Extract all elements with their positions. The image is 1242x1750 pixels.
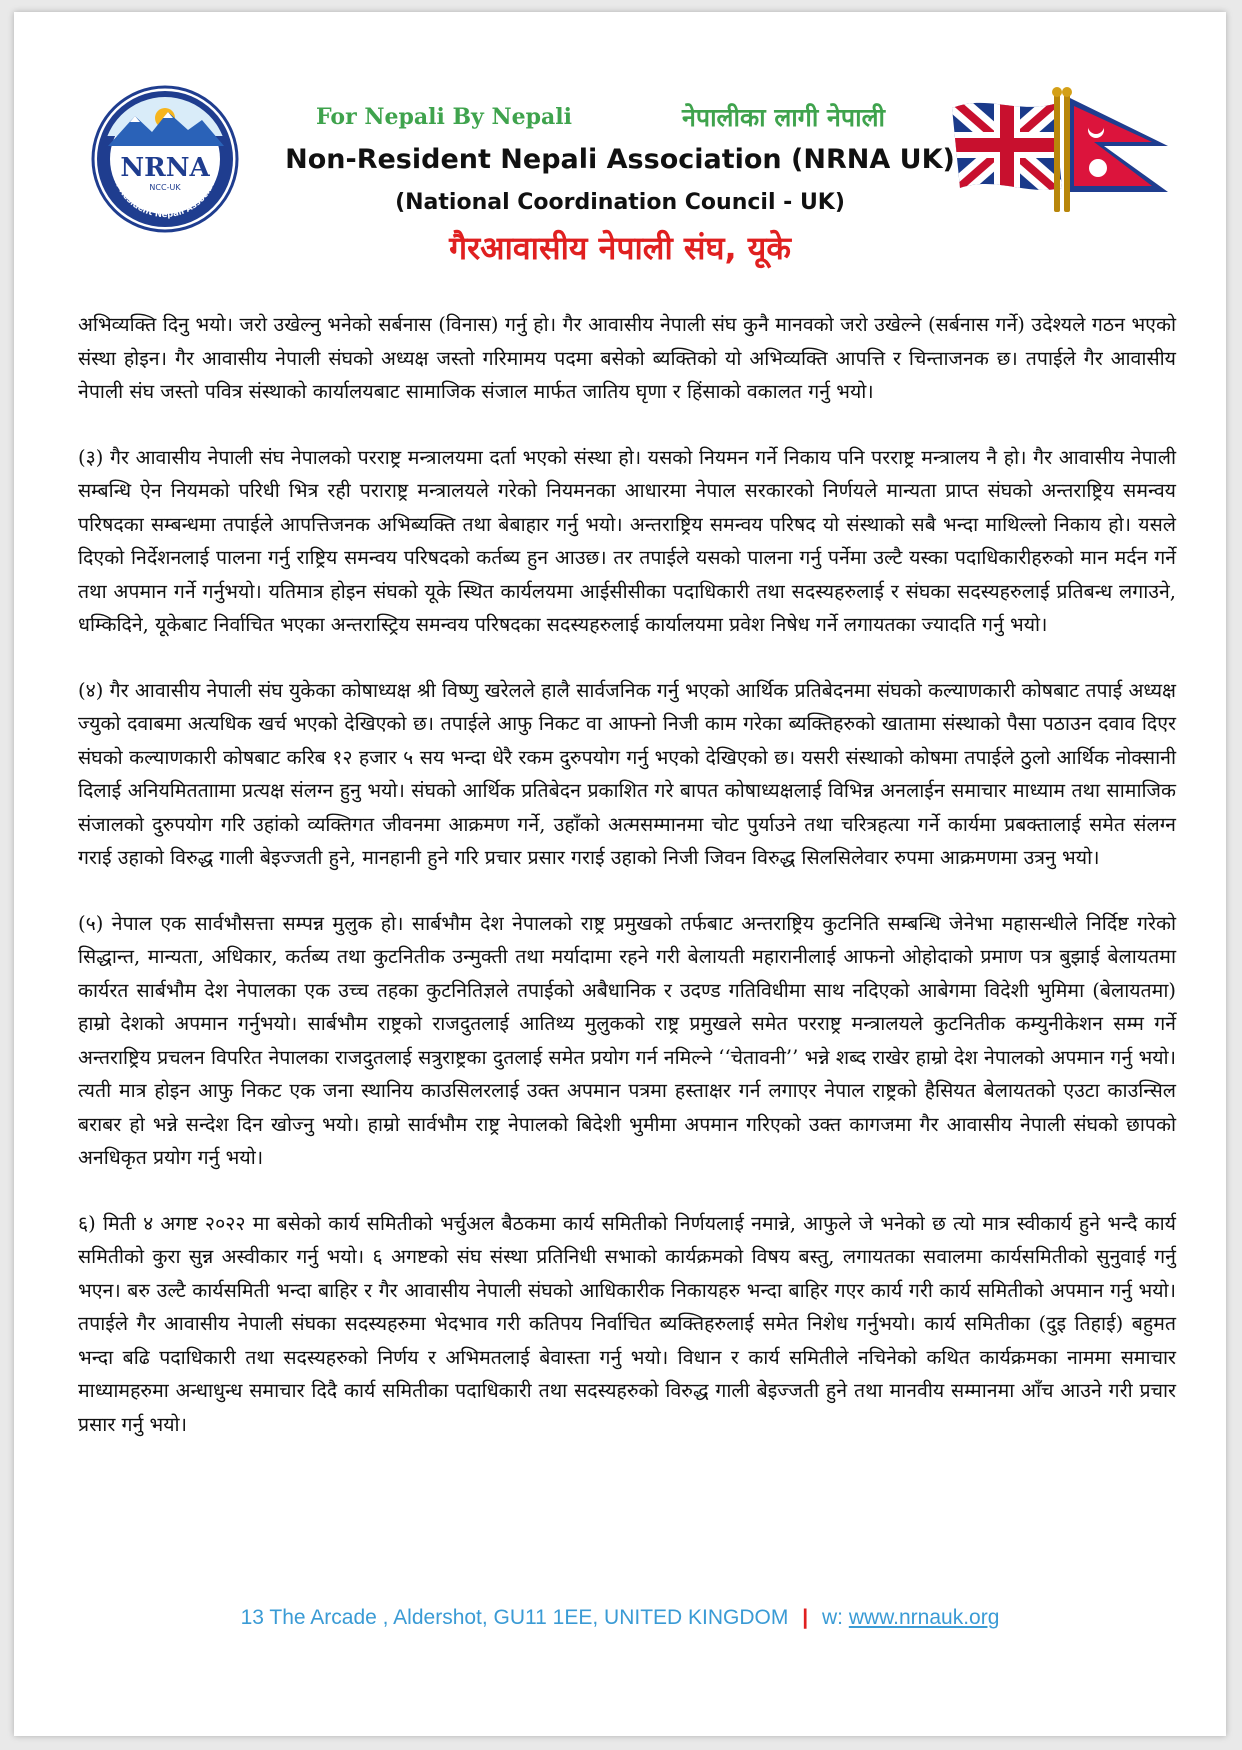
logo-text: NRNA xyxy=(120,153,210,183)
paragraph-6: ६) मिती ४ अगष्ट २०२२ मा बसेको कार्य समितीको भर्चुअल बैठकमा कार्य समितीको निर्णयलाई नमान्ने, आफुले जे भनेको छ त्यो मात्र स्वीकार्य हुने भन्दै कार्य समितीको कुरा सुन्न अस्वीकार गर्नु भयो। ६ अगष्टको संघ संस्था प्रतिनिधी सभाको कार्यक्रमको विषय बस्तु, लगायतका सवालमा कार्यसमितीको सुनुवाई गर्नु भएन। बरु उल्टै कार्यसमिती भन्दा बाहिर र गैर आवासीय नेपाली संघको आधिकारीक निकायहरु भन्दा बाहिर गएर कार्य गरी कार्य समितीको अपमान गर्नु भयो। तपाईले गैर आवासीय नेपाली संघका सदस्यहरुमा भेदभाव गरी कतिपय निर्वाचित ब्यक्तिहरुलाई समेत निशेध गर्नुभयो। कार्य समितीका (दुइ तिहाई) बहुमत भन्दा बढि पदाधिकारी तथा सदस्यहरुको निर्णय र अभिमतलाई बेवास्ता गर्नु भयो। विधान र कार्य समितीले नचिनेको कथित कार्यक्रमका नाममा समाचार माध्यामहरुमा अन्धाधुन्ध समाचार दिदै कार्य समितीका पदाधिकारी तथा सदस्यहरुको विरुद्ध गाली बेइज्जती हुने तथा मानवीय सम्मानमा आँच आउने गरी प्रचार प्रसार गर्नु भयो। xyxy=(78,1211,1176,1436)
footer-address: 13 The Arcade , Aldershot, GU11 1EE, UNITED KINGDOM xyxy=(240,1606,789,1629)
organization-name-nepali: गैरआवासीय नेपाली संघ, यूके xyxy=(449,229,791,267)
organization-subtitle: (National Coordination Council - UK) xyxy=(395,190,845,215)
footer-web-prefix: w: xyxy=(821,1606,843,1629)
footer-separator: | xyxy=(802,1606,809,1629)
footer xyxy=(14,1606,1226,1630)
document-page xyxy=(14,12,1226,1736)
paragraph-4: (४) गैर आवासीय नेपाली संघ युकेका कोषाध्यक्ष श्री विष्णु खरेलले हालै सार्वजनिक गर्नु भएको आर्थिक प्रतिबेदनमा संघको कल्याणकारी कोषबाट तपाई अध्यक्ष ज्युको दवाबमा अत्यधिक खर्च भएको देखिएको छ। तपाईले आफु निकट वा आफ्नो निजी काम गरेका ब्यक्तिहरुको खातामा संस्थाको पैसा पठाउन दवाव दिएर संघको कल्याणकारी कोषबाट करिब १२ हजार ५ सय भन्दा धेरै रकम दुरुपयोग गर्नु भएको देखिएको छ। यसरी संस्थाको कोषमा तपाईले ठुलो आर्थिक नोक्सानी दिलाई अनियमितताामा प्रत्यक्ष संलग्न हुनु भयो। संघको आर्थिक प्रतिबेदन प्रकाशित गरे बापत कोषाध्यक्षलाई विभिन्न अनलाईन समाचार माध्याम तथा सामाजिक संजालको दुरुपयोग गरि उहांको व्यक्तिगत जीवनमा आक्रमण गर्ने, उहाँको अत्मसम्मानमा चोट पुर्याउने तथा चरित्रहत्या गर्ने कार्यमा प्रबक्तालाई समेत संलग्न गराई उहाको विरुद्ध गाली बेइज्जती हुने, मानहानी हुने गरि प्रचार प्रसार गराई उहाको निजी जिवन विरुद्ध सिलसिलेवार रुपमा आक्रमणमा उत्रनु भयो। xyxy=(78,678,1176,869)
logo-subtext: NCC-UK xyxy=(149,183,181,192)
paragraph-1: अभिव्यक्ति दिनु भयो। जरो उखेल्नु भनेको सर्बनास (विनास) गर्नु हो। गैर आवासीय नेपाली संघ कुनै मानवको जरो उखेल्ने (सर्बनास गर्ने) उदेश्यले गठन भएको संस्था होइन। गैर आवासीय नेपाली संघको अध्यक्ष जस्तो गरिमामय पदमा बसेको ब्यक्तिको यो अभिव्यक्ति आपत्ति र चिन्ताजनक छ। तपाईले गैर आवासीय नेपाली संघ जस्तो पवित्र संस्थाको कार्यालयबाट सामाजिक संजाल मार्फत जातिय घृणा र हिंसाको वकालत गर्नु भयो। xyxy=(78,313,1176,403)
website-link[interactable]: www.nrnauk.org xyxy=(848,1606,1000,1629)
paragraph-5: (५) नेपाल एक सार्वभौसत्ता सम्पन्न मुलुक हो। सार्बभौम देश नेपालको राष्ट्र प्रमुखको तर्फबाट अन्तराष्ट्रिय कुटनिति सम्बन्धि जेनेभा महासन्धीले निर्दिष्ट गरेको सिद्धान्त, मान्यता, अधिकार, कर्तब्य तथा कुटनितीक उन्मुक्ती तथा मर्यादामा रहने गरी बेलायती महारानीलाई आफनो ओहोदाको प्रमाण पत्र बुझाई बेलायतमा कार्यरत सार्बभौम देश नेपालका एक उच्च तहका कुटनितिज्ञले तपाईको अबैधानिक र उदण्ड गतिविधीमा साथ नदिएको आबेगमा विदेशी भुमिमा (बेलायतमा) हाम्रो देशको अपमान गर्नुभयो। सार्बभौम राष्ट्रको राजदुतलाई आतिथ्य मुलुकको राष्ट्र प्रमुखले समेत परराष्ट्र मन्त्रालयले कुटनितीक कम्युनीकेशन सम्म गर्ने अन्तराष्ट्रिय प्रचलन विपरित नेपालका राजदुतलाई सत्रुराष्ट्रका दुतलाई समेत प्रयोग गर्न नमिल्ने ‘‘चेतावनी’’ भन्ने शब्द राखेर हाम्रो देश नेपालको अपमान गर्नु भयो। त्यती मात्र होइन आफु निकट एक जना स्थानिय काउसिलरलाई उक्त अपमान पत्रमा हस्ताक्षर गर्न लगाएर नेपाल राष्ट्रको हैसियत बेलायतको एउटा काउन्सिल बराबर हो भन्ने सन्देश दिन खोज्नु भयो। हाम्रो सार्वभौम राष्ट्र नेपालको बिदेशी भुमीमा अपमान गरिएको उक्त कागजमा गैर आवासीय नेपाली संघको छापको अनधिकृत प्रयोग गर्नु भयो। xyxy=(78,911,1176,1169)
organization-name: Non-Resident Nepali Association (NRNA UK) xyxy=(285,144,955,175)
paragraph-3: (३) गैर आवासीय नेपाली संघ नेपालको परराष्ट्र मन्त्रालयमा दर्ता भएको संस्था हो। यसको नियमन गर्ने निकाय पनि परराष्ट्र मन्त्रालय नै हो। गैर आवासीय नेपाली सम्बन्धि ऐन नियमको परिधी भित्र रही पराराष्ट्र मन्त्रालयले गरेको नियमनका आधारमा नेपाल सरकारको निर्णयले मान्यता प्राप्त संघको अन्तराष्ट्रिय समन्वय परिषदका सम्बन्धमा तपाईले आपत्तिजनक अभिब्यक्ति तथा बेबाहार गर्नु भयो। अन्तराष्ट्रिय समन्वय परिषद यो संस्थाको सबै भन्दा माथिल्लो निकाय हो। यसले दिएको निर्देशनलाई पालना गर्नु राष्ट्रिय समन्वय परिषदको कर्तब्य हुन आउछ। तर तपाईले यसको पालना गर्नु पर्नेमा उल्टै यस्का पदाधिकारीहरुको मान मर्दन गर्ने तथा अपमान गर्ने गर्नुभयो। यतिमात्र होइन संघको यूके स्थित कार्यलयमा आईसीसीका पदाधिकारी तथा सदस्यहरुलाई र संघका सदस्यहरुलाई प्रतिबन्ध लगाउने, धम्किदिने, यूकेबाट निर्वाचित भएका अन्तरास्ट्रिय समन्वय परिषदका सदस्यहरुलाई कार्यालयमा प्रवेश निषेध गर्ने लगायतका ज्यादति गर्नु भयो। xyxy=(78,445,1176,636)
logo-ring-text: Non-Resident Nepali Association xyxy=(109,167,221,221)
letter-body xyxy=(78,308,1176,1473)
tagline-english: For Nepali By Nepali xyxy=(316,104,572,130)
tagline-nepali: नेपालीका लागी नेपाली xyxy=(682,103,886,132)
